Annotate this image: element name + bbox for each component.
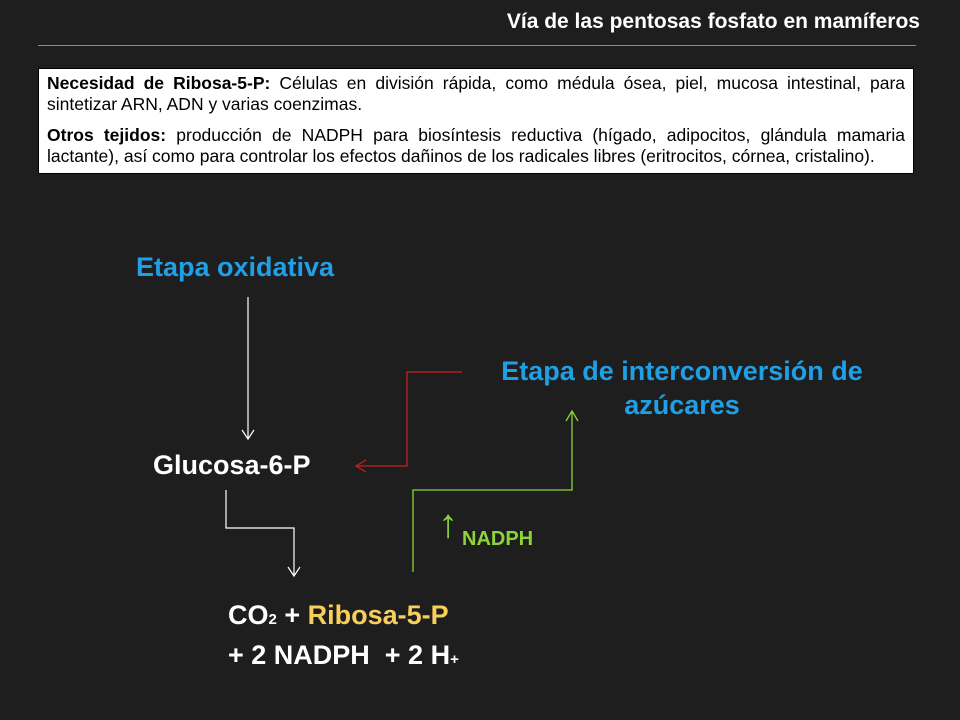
co2-subscript: 2	[268, 611, 277, 628]
products-plus: +	[276, 600, 308, 630]
oxidative-arrow	[242, 297, 254, 439]
products-line-1	[228, 600, 449, 631]
slide-title: Vía de las pentosas fosfato en mamíferos	[506, 10, 920, 33]
info-label-ribose: Necesidad de Ribosa-5-P:	[47, 73, 271, 93]
products-line-2	[228, 640, 459, 671]
glucose-6-p-label: Glucosa-6-P	[153, 450, 311, 480]
co2-label: CO	[228, 600, 269, 630]
nadph-increase-arrow-icon: ↑	[438, 502, 458, 546]
glucose-to-products-arrow	[226, 490, 300, 576]
interconversion-stage-label	[462, 354, 902, 422]
info-text-ribose: Células en división rápida, como médula ósea, piel, mucosa intestinal, para sintetizar ARN, ADN y varias coenzimas.	[47, 73, 906, 114]
nadph-h-label: + 2 NADPH + 2 H	[228, 640, 451, 670]
info-label-other-tissues: Otros tejidos:	[47, 125, 167, 145]
oxidative-stage-label: Etapa oxidativa	[136, 252, 335, 282]
info-text-other-tissues: producción de NADPH para biosíntesis reductiva (hígado, adipocitos, glándula mamaria lactante), así como para controlar los efectos dañinos de los radicales libres (eritrocitos, córnea, cristalino).	[47, 125, 905, 166]
interconversion-stage-line1: Etapa de interconversión de	[501, 356, 863, 386]
interconversion-to-glucose-arrow	[356, 372, 462, 472]
interconversion-stage-line2: azúcares	[624, 390, 740, 420]
nadph-label: NADPH	[462, 528, 534, 550]
ribose-5-p-label: Ribosa-5-P	[307, 600, 449, 630]
h-plus-superscript: +	[450, 651, 459, 668]
